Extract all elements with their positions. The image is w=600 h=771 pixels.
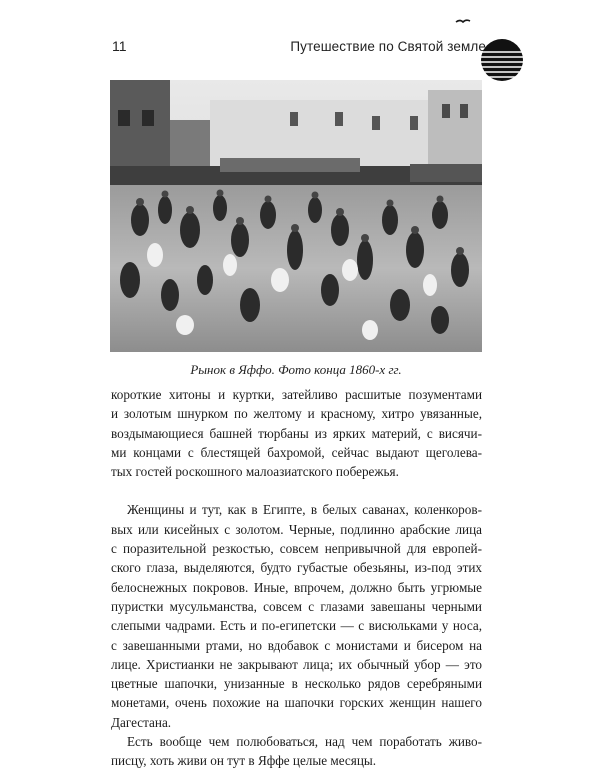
text-line: лице. Христианки не закрывают лица; их обычный убор — это	[111, 656, 482, 672]
text-line: ского глаза, выделяются, будто губастые обезьяны, из-под этих	[111, 560, 482, 576]
text-line: с поразительной резкостью, совсем непривычной для европей-	[111, 541, 482, 557]
text-line: воздымающиеся башней тюрбаны из ярких материй, с висячи-	[111, 425, 482, 441]
text-line: пуристки мусульманства, совсем с глазами завешаны черными	[111, 598, 482, 614]
text-line: цветные шапочки, унизанные в несколько рядов серебряными	[111, 676, 482, 692]
text-line: слепыми чадрами. Есть и по-египетски — с висюльками у носа,	[111, 618, 482, 634]
body-text	[111, 385, 482, 771]
running-head: Путешествие по Святой земле	[290, 39, 486, 54]
text-line: писцу, хоть живи он тут в Яффе целые месяцы.	[111, 753, 377, 769]
text-line: монетами, очень похожие на шапочки горских женщин нашего	[111, 695, 482, 711]
text-line: короткие хитоны и куртки, затейливо расшитые позументами	[111, 387, 482, 402]
paragraph	[111, 385, 482, 481]
text-line: и золотым шнурком по желтому и красному, хитро увязанные,	[111, 406, 482, 422]
market-photo-icon	[110, 80, 482, 352]
paragraph	[111, 500, 482, 732]
page-number: 11	[112, 38, 127, 54]
text-line: Женщины и тут, как в Египте, в белых саванах, коленкоров-	[127, 502, 482, 518]
photo-caption: Рынок в Яффо. Фото конца 1860-х гг.	[190, 362, 402, 377]
text-line: ми концами с блестящей бахромой, сейчас выдают щеголева-	[111, 444, 482, 460]
sunset-bird-icon	[452, 16, 532, 86]
paragraph	[111, 732, 482, 771]
text-line: тых гостей роскошного малоазиатского побережья.	[111, 464, 399, 480]
text-line: Есть вообще чем полюбоваться, над чем поработать живо-	[127, 734, 482, 750]
text-line: с завешанными ртами, но вдобавок с монистами и бисером на	[111, 637, 482, 653]
text-line: белоснежных покровов. Иные, впрочем, должно быть угрюмые	[111, 579, 482, 595]
text-line: вых или кисейных с золотом. Черные, подлинно арабские лица	[111, 521, 482, 537]
text-line: Дагестана.	[111, 714, 172, 730]
